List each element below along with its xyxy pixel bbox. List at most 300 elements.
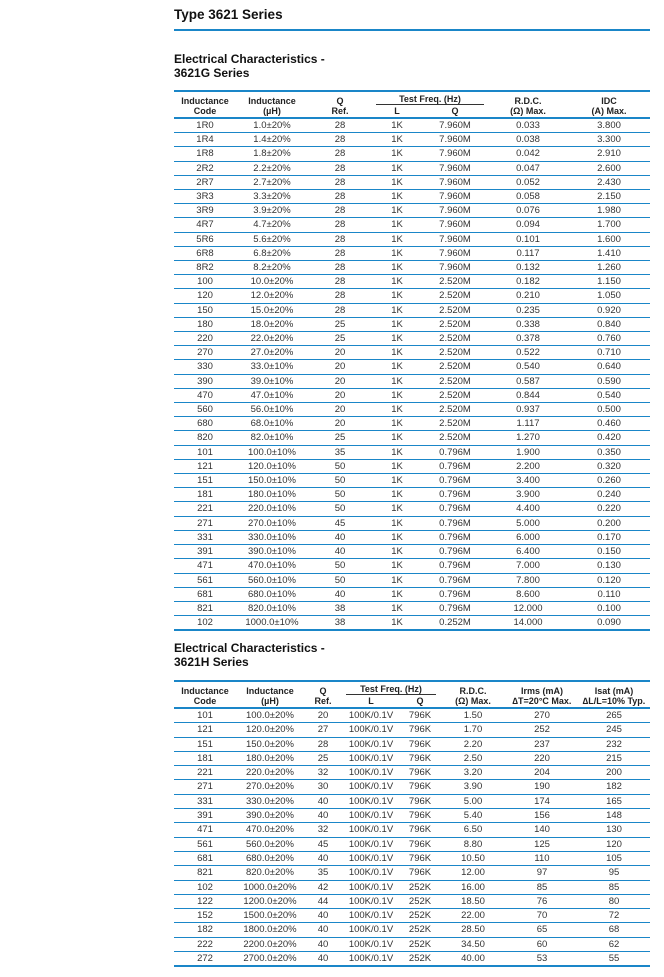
cell-q: 28: [308, 246, 372, 260]
cell-code: 470: [174, 388, 236, 402]
cell-irms: 110: [506, 851, 578, 865]
cell-inductance: 4.7±20%: [236, 218, 308, 232]
cell-q: 38: [308, 616, 372, 631]
cell-irms: 125: [506, 837, 578, 851]
header-inductance: Inductance: [236, 681, 304, 696]
cell-code: 181: [174, 751, 236, 765]
cell-inductance: 6.8±20%: [236, 246, 308, 260]
cell-test-freq-l: 1K: [372, 147, 422, 161]
cell-q: 28: [308, 147, 372, 161]
cell-code: 1R0: [174, 118, 236, 133]
table-row: [174, 474, 650, 488]
header-test-freq-q: Q: [400, 696, 440, 708]
cell-isat: 265: [578, 708, 650, 723]
cell-q: 42: [304, 880, 342, 894]
cell-inductance: 390.0±20%: [236, 809, 304, 823]
cell-rdc: 0.844: [488, 388, 568, 402]
cell-q: 25: [308, 317, 372, 331]
cell-inductance: 2700.0±20%: [236, 952, 304, 967]
cell-test-freq-l: 100K/0.1V: [342, 923, 400, 937]
cell-inductance: 100.0±20%: [236, 708, 304, 723]
cell-irms: 174: [506, 794, 578, 808]
cell-inductance: 220.0±20%: [236, 766, 304, 780]
section-heading-line2: 3621G Series: [174, 66, 250, 80]
table-row: [174, 431, 650, 445]
table-row: [174, 459, 650, 473]
cell-test-freq-l: 100K/0.1V: [342, 837, 400, 851]
cell-idc: 1.600: [568, 232, 650, 246]
cell-test-freq-l: 1K: [372, 303, 422, 317]
cell-test-freq-l: 1K: [372, 275, 422, 289]
cell-idc: 0.100: [568, 601, 650, 615]
cell-rdc: 6.50: [440, 823, 506, 837]
cell-rdc: 0.094: [488, 218, 568, 232]
table-row: [174, 616, 650, 631]
cell-rdc: 3.20: [440, 766, 506, 780]
cell-idc: 0.130: [568, 559, 650, 573]
header-test-freq-q: Q: [422, 106, 488, 118]
cell-irms: 140: [506, 823, 578, 837]
cell-code: 8R2: [174, 261, 236, 275]
cell-rdc: 0.038: [488, 133, 568, 147]
cell-code: 101: [174, 445, 236, 459]
cell-test-freq-l: 100K/0.1V: [342, 809, 400, 823]
cell-rdc: 18.50: [440, 894, 506, 908]
cell-q: 28: [308, 161, 372, 175]
cell-test-freq-l: 1K: [372, 246, 422, 260]
cell-inductance: 560.0±10%: [236, 573, 308, 587]
header-test-freq: Test Freq. (Hz): [342, 681, 440, 696]
table-row: [174, 894, 650, 908]
cell-test-freq-q: 796K: [400, 809, 440, 823]
cell-code: 680: [174, 417, 236, 431]
cell-rdc: 0.076: [488, 204, 568, 218]
cell-code: 271: [174, 516, 236, 530]
cell-inductance: 56.0±10%: [236, 403, 308, 417]
cell-code: 221: [174, 766, 236, 780]
cell-isat: 68: [578, 923, 650, 937]
cell-q: 28: [308, 289, 372, 303]
cell-inductance: 1.4±20%: [236, 133, 308, 147]
table-row: [174, 332, 650, 346]
cell-inductance: 180.0±20%: [236, 751, 304, 765]
cell-test-freq-q: 796K: [400, 766, 440, 780]
cell-q: 28: [308, 175, 372, 189]
header-test-freq: Test Freq. (Hz): [372, 91, 488, 106]
cell-inductance: 220.0±10%: [236, 502, 308, 516]
cell-test-freq-q: 796K: [400, 794, 440, 808]
cell-test-freq-q: 0.796M: [422, 445, 488, 459]
cell-idc: 1.050: [568, 289, 650, 303]
cell-test-freq-l: 1K: [372, 289, 422, 303]
cell-inductance: 1200.0±20%: [236, 894, 304, 908]
table-row: [174, 545, 650, 559]
cell-q: 50: [308, 502, 372, 516]
table-row: [174, 751, 650, 765]
cell-rdc: 28.50: [440, 923, 506, 937]
cell-inductance: 270.0±20%: [236, 780, 304, 794]
cell-idc: 0.240: [568, 488, 650, 502]
cell-rdc: 0.042: [488, 147, 568, 161]
cell-rdc: 0.522: [488, 346, 568, 360]
cell-inductance: 12.0±20%: [236, 289, 308, 303]
cell-rdc: 0.132: [488, 261, 568, 275]
cell-rdc: 0.117: [488, 246, 568, 260]
cell-code: 180: [174, 317, 236, 331]
cell-q: 20: [308, 417, 372, 431]
cell-test-freq-q: 0.252M: [422, 616, 488, 631]
cell-rdc: 0.235: [488, 303, 568, 317]
header-code-sub: Code: [174, 106, 236, 118]
cell-idc: 2.910: [568, 147, 650, 161]
cell-inductance: 1000.0±10%: [236, 616, 308, 631]
cell-code: 272: [174, 952, 236, 967]
cell-code: 331: [174, 530, 236, 544]
cell-rdc: 16.00: [440, 880, 506, 894]
table-row: [174, 303, 650, 317]
cell-test-freq-l: 1K: [372, 118, 422, 133]
cell-inductance: 2.7±20%: [236, 175, 308, 189]
cell-inductance: 180.0±10%: [236, 488, 308, 502]
cell-rdc: 12.000: [488, 601, 568, 615]
table-row: [174, 530, 650, 544]
cell-rdc: 14.000: [488, 616, 568, 631]
cell-q: 40: [304, 794, 342, 808]
cell-q: 45: [304, 837, 342, 851]
cell-test-freq-l: 1K: [372, 190, 422, 204]
cell-code: 331: [174, 794, 236, 808]
cell-isat: 130: [578, 823, 650, 837]
cell-rdc: 1.117: [488, 417, 568, 431]
cell-code: 471: [174, 559, 236, 573]
cell-rdc: 40.00: [440, 952, 506, 967]
cell-test-freq-q: 0.796M: [422, 559, 488, 573]
cell-test-freq-l: 100K/0.1V: [342, 937, 400, 951]
cell-isat: 72: [578, 909, 650, 923]
cell-code: 221: [174, 502, 236, 516]
cell-test-freq-q: 7.960M: [422, 147, 488, 161]
table-row: [174, 204, 650, 218]
cell-code: 120: [174, 289, 236, 303]
cell-rdc: 4.400: [488, 502, 568, 516]
cell-q: 35: [308, 445, 372, 459]
cell-rdc: 5.000: [488, 516, 568, 530]
cell-rdc: 7.000: [488, 559, 568, 573]
cell-code: 1R4: [174, 133, 236, 147]
cell-q: 30: [304, 780, 342, 794]
cell-test-freq-q: 796K: [400, 723, 440, 737]
cell-isat: 120: [578, 837, 650, 851]
cell-q: 25: [308, 431, 372, 445]
header-rdc-sub: (Ω) Max.: [440, 696, 506, 708]
cell-inductance: 47.0±10%: [236, 388, 308, 402]
cell-rdc: 0.058: [488, 190, 568, 204]
cell-inductance: 120.0±10%: [236, 459, 308, 473]
cell-irms: 53: [506, 952, 578, 967]
cell-q: 28: [304, 737, 342, 751]
cell-q: 28: [308, 261, 372, 275]
cell-test-freq-q: 2.520M: [422, 403, 488, 417]
cell-code: 101: [174, 708, 236, 723]
cell-isat: 95: [578, 866, 650, 880]
cell-idc: 0.200: [568, 516, 650, 530]
cell-test-freq-q: 796K: [400, 780, 440, 794]
cell-rdc: 0.033: [488, 118, 568, 133]
cell-inductance: 1.8±20%: [236, 147, 308, 161]
cell-inductance: 270.0±10%: [236, 516, 308, 530]
cell-idc: 0.640: [568, 360, 650, 374]
cell-test-freq-q: 2.520M: [422, 431, 488, 445]
cell-rdc: 6.400: [488, 545, 568, 559]
cell-rdc: 2.200: [488, 459, 568, 473]
table-row: [174, 190, 650, 204]
cell-q: 27: [304, 723, 342, 737]
cell-irms: 204: [506, 766, 578, 780]
cell-inductance: 150.0±10%: [236, 474, 308, 488]
table-row: [174, 809, 650, 823]
cell-isat: 200: [578, 766, 650, 780]
cell-code: 561: [174, 837, 236, 851]
cell-code: 122: [174, 894, 236, 908]
cell-idc: 1.700: [568, 218, 650, 232]
cell-q: 35: [304, 866, 342, 880]
cell-inductance: 39.0±10%: [236, 374, 308, 388]
cell-q: 20: [304, 708, 342, 723]
cell-inductance: 100.0±10%: [236, 445, 308, 459]
cell-test-freq-q: 0.796M: [422, 502, 488, 516]
cell-test-freq-q: 2.520M: [422, 388, 488, 402]
cell-test-freq-q: 2.520M: [422, 374, 488, 388]
cell-q: 32: [304, 766, 342, 780]
cell-irms: 190: [506, 780, 578, 794]
cell-rdc: 0.540: [488, 360, 568, 374]
table-row: [174, 794, 650, 808]
cell-q: 44: [304, 894, 342, 908]
cell-rdc: 0.052: [488, 175, 568, 189]
header-code-sub: Code: [174, 696, 236, 708]
cell-q: 40: [304, 909, 342, 923]
cell-q: 50: [308, 573, 372, 587]
cell-q: 28: [308, 133, 372, 147]
cell-code: 821: [174, 601, 236, 615]
cell-idc: 0.090: [568, 616, 650, 631]
cell-code: 102: [174, 880, 236, 894]
cell-inductance: 330.0±10%: [236, 530, 308, 544]
cell-code: 220: [174, 332, 236, 346]
cell-test-freq-l: 1K: [372, 559, 422, 573]
cell-test-freq-q: 796K: [400, 737, 440, 751]
cell-code: 152: [174, 909, 236, 923]
cell-test-freq-q: 0.796M: [422, 474, 488, 488]
cell-inductance: 680.0±10%: [236, 587, 308, 601]
cell-isat: 85: [578, 880, 650, 894]
cell-q: 50: [308, 488, 372, 502]
cell-inductance: 15.0±20%: [236, 303, 308, 317]
cell-idc: 0.320: [568, 459, 650, 473]
cell-inductance: 820.0±20%: [236, 866, 304, 880]
section-heading-line1: Electrical Characteristics -: [174, 52, 325, 66]
cell-rdc: 0.182: [488, 275, 568, 289]
cell-q: 20: [308, 346, 372, 360]
table-row: [174, 261, 650, 275]
cell-q: 40: [304, 809, 342, 823]
cell-idc: 0.710: [568, 346, 650, 360]
table-header-row: [174, 91, 650, 106]
cell-code: 151: [174, 737, 236, 751]
cell-test-freq-q: 252K: [400, 894, 440, 908]
cell-inductance: 560.0±20%: [236, 837, 304, 851]
cell-inductance: 2.2±20%: [236, 161, 308, 175]
cell-rdc: 1.900: [488, 445, 568, 459]
table-row: [174, 360, 650, 374]
cell-rdc: 8.600: [488, 587, 568, 601]
table-row: [174, 708, 650, 723]
cell-inductance: 1800.0±20%: [236, 923, 304, 937]
cell-test-freq-l: 1K: [372, 374, 422, 388]
header-rdc-sub: (Ω) Max.: [488, 106, 568, 118]
cell-inductance: 10.0±20%: [236, 275, 308, 289]
cell-test-freq-q: 0.796M: [422, 545, 488, 559]
cell-test-freq-l: 1K: [372, 601, 422, 615]
cell-test-freq-q: 7.960M: [422, 218, 488, 232]
cell-code: 2R2: [174, 161, 236, 175]
cell-q: 38: [308, 601, 372, 615]
cell-test-freq-l: 1K: [372, 133, 422, 147]
cell-test-freq-l: 1K: [372, 403, 422, 417]
section-heading-line2: 3621H Series: [174, 655, 249, 669]
cell-test-freq-l: 1K: [372, 346, 422, 360]
cell-code: 222: [174, 937, 236, 951]
cell-idc: 0.110: [568, 587, 650, 601]
cell-test-freq-l: 1K: [372, 388, 422, 402]
cell-rdc: 3.90: [440, 780, 506, 794]
cell-test-freq-l: 1K: [372, 445, 422, 459]
cell-test-freq-l: 1K: [372, 232, 422, 246]
header-q: Q: [304, 681, 342, 696]
cell-inductance: 470.0±10%: [236, 559, 308, 573]
cell-q: 40: [308, 530, 372, 544]
table-row: [174, 218, 650, 232]
cell-test-freq-l: 100K/0.1V: [342, 751, 400, 765]
cell-isat: 148: [578, 809, 650, 823]
cell-code: 151: [174, 474, 236, 488]
cell-q: 45: [308, 516, 372, 530]
header-inductance-sub: (µH): [236, 696, 304, 708]
cell-irms: 65: [506, 923, 578, 937]
cell-inductance: 27.0±20%: [236, 346, 308, 360]
cell-test-freq-q: 2.520M: [422, 346, 488, 360]
table-row: [174, 780, 650, 794]
cell-test-freq-l: 1K: [372, 417, 422, 431]
cell-q: 20: [308, 403, 372, 417]
cell-test-freq-l: 1K: [372, 218, 422, 232]
cell-q: 40: [308, 587, 372, 601]
cell-test-freq-q: 2.520M: [422, 289, 488, 303]
cell-idc: 2.600: [568, 161, 650, 175]
cell-code: 821: [174, 866, 236, 880]
cell-q: 28: [308, 190, 372, 204]
cell-test-freq-q: 7.960M: [422, 133, 488, 147]
cell-inductance: 68.0±10%: [236, 417, 308, 431]
cell-test-freq-l: 100K/0.1V: [342, 780, 400, 794]
table-row: [174, 823, 650, 837]
cell-inductance: 2200.0±20%: [236, 937, 304, 951]
cell-isat: 245: [578, 723, 650, 737]
table-row: [174, 275, 650, 289]
cell-test-freq-l: 100K/0.1V: [342, 894, 400, 908]
table-row: [174, 937, 650, 951]
table-row: [174, 346, 650, 360]
cell-test-freq-q: 796K: [400, 837, 440, 851]
cell-q: 32: [304, 823, 342, 837]
table-row: [174, 837, 650, 851]
cell-rdc: 0.937: [488, 403, 568, 417]
cell-irms: 70: [506, 909, 578, 923]
cell-rdc: 0.338: [488, 317, 568, 331]
cell-irms: 76: [506, 894, 578, 908]
table-row: [174, 289, 650, 303]
cell-rdc: 0.378: [488, 332, 568, 346]
table-row: [174, 737, 650, 751]
cell-test-freq-l: 1K: [372, 616, 422, 631]
cell-q: 28: [308, 118, 372, 133]
section-heading-3621g: [174, 52, 325, 80]
cell-isat: 55: [578, 952, 650, 967]
table-row: [174, 246, 650, 260]
cell-test-freq-q: 796K: [400, 708, 440, 723]
header-inductance-sub: (µH): [236, 106, 308, 118]
cell-rdc: 1.70: [440, 723, 506, 737]
table-subheader-row: [174, 696, 650, 708]
cell-test-freq-q: 7.960M: [422, 161, 488, 175]
cell-rdc: 3.900: [488, 488, 568, 502]
cell-idc: 0.260: [568, 474, 650, 488]
cell-rdc: 2.20: [440, 737, 506, 751]
cell-test-freq-q: 2.520M: [422, 317, 488, 331]
cell-test-freq-l: 1K: [372, 459, 422, 473]
cell-q: 40: [308, 545, 372, 559]
cell-inductance: 1.0±20%: [236, 118, 308, 133]
cell-test-freq-q: 252K: [400, 937, 440, 951]
cell-code: 3R3: [174, 190, 236, 204]
cell-inductance: 33.0±10%: [236, 360, 308, 374]
cell-test-freq-l: 100K/0.1V: [342, 851, 400, 865]
cell-q: 40: [304, 851, 342, 865]
cell-test-freq-l: 100K/0.1V: [342, 823, 400, 837]
section-heading-line1: Electrical Characteristics -: [174, 641, 325, 655]
cell-idc: 0.500: [568, 403, 650, 417]
cell-irms: 270: [506, 708, 578, 723]
cell-isat: 80: [578, 894, 650, 908]
cell-rdc: 10.50: [440, 851, 506, 865]
table-row: [174, 766, 650, 780]
cell-code: 3R9: [174, 204, 236, 218]
cell-idc: 1.150: [568, 275, 650, 289]
cell-test-freq-l: 1K: [372, 175, 422, 189]
cell-idc: 0.920: [568, 303, 650, 317]
table-row: [174, 952, 650, 967]
cell-idc: 0.220: [568, 502, 650, 516]
cell-test-freq-l: 1K: [372, 502, 422, 516]
cell-test-freq-l: 1K: [372, 488, 422, 502]
cell-test-freq-q: 0.796M: [422, 587, 488, 601]
cell-inductance: 390.0±10%: [236, 545, 308, 559]
table-header-row: [174, 681, 650, 696]
cell-code: 681: [174, 851, 236, 865]
table-row: [174, 909, 650, 923]
cell-idc: 3.800: [568, 118, 650, 133]
cell-test-freq-l: 1K: [372, 360, 422, 374]
